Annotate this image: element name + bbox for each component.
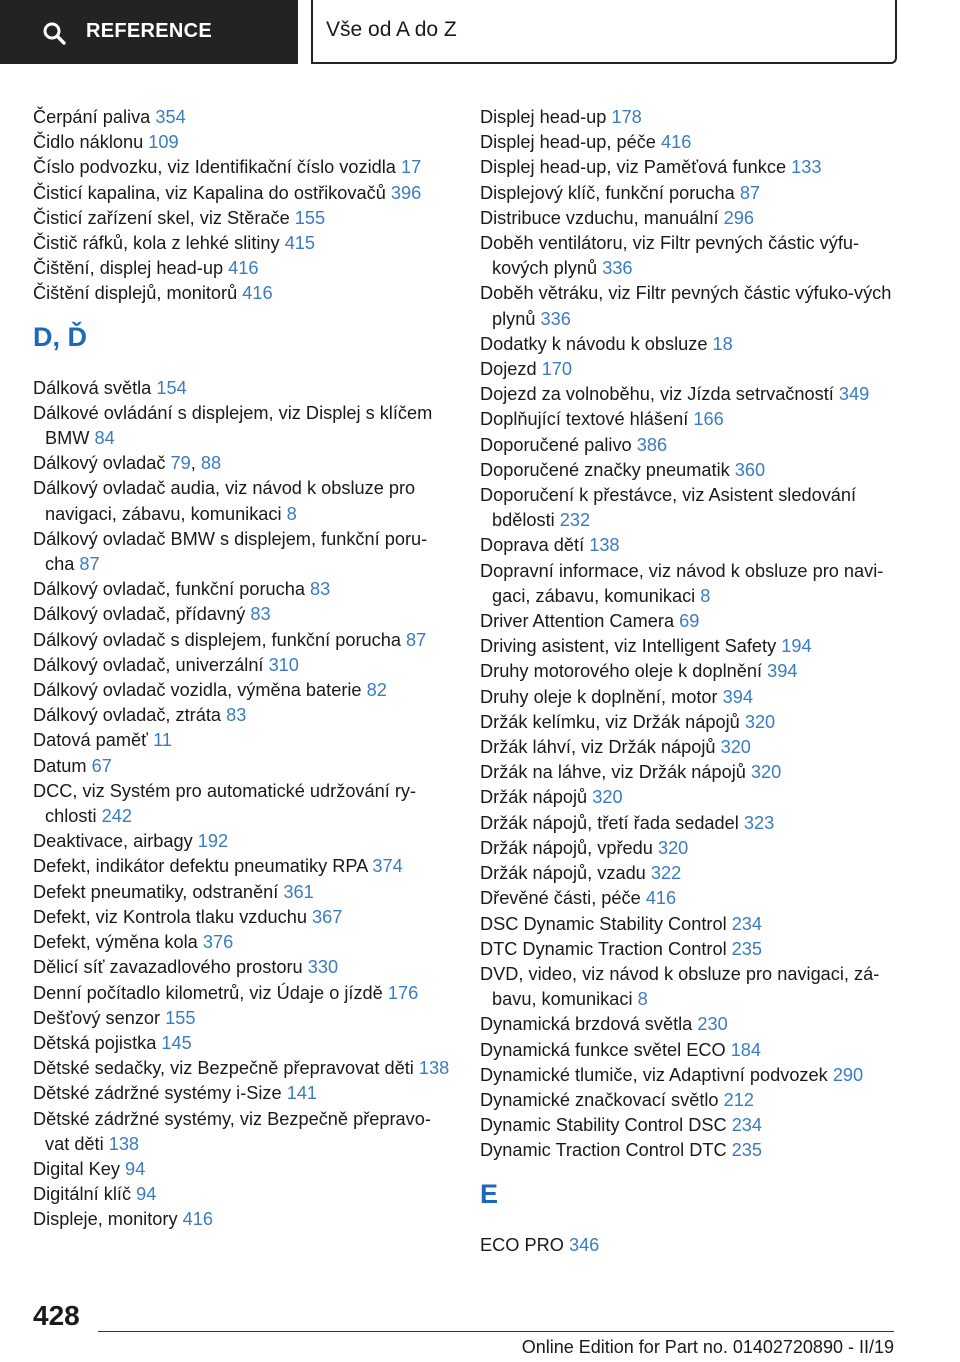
index-entry-text: Čerpání paliva [33,107,151,127]
index-letter-heading: E [480,1178,499,1209]
index-entry-text: Driver Attention Camera [480,611,675,632]
index-entry [33,401,453,451]
page-link[interactable]: 360 [734,459,766,480]
index-entry [480,181,900,206]
page-link[interactable]: 320 [750,762,782,783]
page-link[interactable]: 296 [723,207,754,228]
index-entry-text: Druhy oleje k doplnění, motor [480,686,718,707]
index-entry-text: Dynamická funkce světel ECO [480,1039,726,1060]
index-entry-text: DVD, video, viz návod k obsluze pro navigaci, zá‐bavu, komunikaci [480,963,880,1010]
page-link[interactable]: 88 [200,453,222,474]
index-entry [480,634,900,659]
page-link[interactable]: 83 [250,604,271,625]
section-title: Vše od A do Z [326,18,457,41]
page-link[interactable]: 322 [650,863,682,884]
page-link[interactable]: 87 [739,182,761,203]
page-link[interactable]: 194 [781,636,812,657]
page-link[interactable]: 184 [730,1039,762,1060]
index-entry-text: Doporučené značky pneumatik [480,459,730,480]
index-entry [480,1113,900,1138]
index-entry-text: Držák kelímku, viz Držák nápojů [480,711,740,732]
index-entry-text: Denní počítadlo kilometrů, viz Údaje o jízdě [33,982,383,1003]
section-tab[interactable] [311,0,897,64]
page-link[interactable]: 176 [387,982,419,1003]
index-entry-text: DCC, viz Systém pro automatické udržování ry‐chlosti [33,780,417,827]
index-entry-text: Druhy motorového oleje k doplnění [480,661,763,682]
index-entry-text: Dřevěné části, péče [480,888,641,909]
index-entry-text: Dětská pojistka [33,1032,157,1053]
page-link[interactable]: 133 [791,157,822,178]
index-entry [480,332,900,357]
page-link[interactable]: 8 [286,503,297,524]
index-entry [480,407,900,432]
index-entry [33,281,453,306]
page-link[interactable]: 416 [645,888,677,909]
page-link[interactable]: 87 [79,554,100,575]
index-entry-text: Doporučené palivo [480,434,632,455]
page-header [0,0,960,66]
page-link[interactable]: 336 [540,308,571,329]
index-entry-text: Dojezd za volnoběhu, viz Jízda setrvačností [480,384,834,405]
index-entry-text: Deaktivace, airbagy [33,831,193,852]
index-entry [33,577,453,602]
index-entry [480,281,900,331]
index-entry [480,811,900,836]
page-link[interactable]: 367 [312,906,343,927]
index-entry [480,710,900,735]
page-link[interactable]: 166 [693,409,724,430]
page-link[interactable]: 138 [589,535,620,556]
index-entry [33,476,453,526]
page-link[interactable]: 320 [744,711,776,732]
index-entry [33,1107,453,1157]
index-entry-text: Dálkový ovladač, přídavný [33,604,246,625]
index-column-right [480,105,900,1258]
page-link[interactable]: 138 [108,1133,140,1154]
index-entry [480,1012,900,1037]
index-entry-text: DTC Dynamic Traction Control [480,938,727,959]
index-entry-text: Dálkový ovladač, funkční porucha [33,579,305,600]
index-entry-text: Čištění displejů, monitorů [33,283,238,304]
index-entry-text: Dělicí síť zavazadlového prostoru [33,957,303,978]
index-entry-text: Dálkový ovladač [33,453,166,474]
page-link[interactable]: 94 [136,1184,157,1205]
index-entry-text: Defekt pneumatiky, odstranění [33,881,279,902]
index-entry-text: Držák nápojů, vpředu [480,837,653,858]
reference-label: REFERENCE [86,20,213,42]
edition-note: Online Edition for Part no. 01402720890 - II/19 [521,1337,894,1357]
page-link[interactable]: 416 [242,283,273,304]
index-entry [33,256,453,281]
reference-tab[interactable] [0,0,298,64]
index-entry-text: Dodatky k návodu k obsluze [480,333,708,354]
page-link[interactable]: 141 [286,1083,318,1104]
index-entry [33,130,453,155]
footer-divider [98,1331,894,1332]
index-entry [33,955,453,980]
index-entry [33,930,453,955]
page-link[interactable]: 8 [637,989,648,1010]
index-entry [33,905,453,930]
page-link[interactable]: 87 [406,629,427,650]
index-entry [480,609,900,634]
index-entry [33,703,453,728]
index-entry [480,912,900,937]
index-entry-text: Držák láhví, viz Držák nápojů [480,737,716,758]
page-link[interactable]: 17 [400,157,422,178]
page-link[interactable]: 145 [161,1032,192,1053]
index-entry [480,231,900,281]
page-link[interactable]: 170 [541,359,573,380]
index-entry [480,357,900,382]
page-link[interactable]: 79 [170,453,191,474]
index-entry-text: Dálkový ovladač BMW s displejem, funkční poru‐cha [33,528,428,575]
index-entry [33,728,453,753]
index-entry-text: Dešťový senzor [33,1007,161,1028]
index-entry-text: Dálkový ovladač vozidla, výměna baterie [33,680,362,701]
index-entry-text: Dynamické značkovací světlo [480,1089,719,1110]
page-link[interactable]: 83 [310,579,331,600]
page-link[interactable]: 212 [723,1089,754,1110]
index-entry [480,206,900,231]
index-entry-text: Dynamic Stability Control DSC [480,1115,727,1136]
page-link[interactable]: 310 [268,654,299,675]
index-entry-text: Dálkový ovladač, univerzální [33,654,264,675]
index-entry-text: Datová paměť [33,730,148,751]
index-entry [480,1038,900,1063]
index-entry-text: Distribuce vzduchu, manuální [480,207,719,228]
index-entry-text: Držák nápojů, třetí řada sedadel [480,812,739,833]
index-entry [480,1233,900,1258]
page-link[interactable]: 336 [602,258,633,279]
page-link[interactable]: 155 [165,1007,196,1028]
page-link[interactable]: 415 [284,233,316,254]
index-entry [480,559,900,609]
index-entry-text: Defekt, indikátor defektu pneumatiky RPA [33,856,368,877]
page-link[interactable]: 361 [283,881,314,902]
index-entry-text: Displeje, monitory [33,1209,178,1230]
page-link[interactable]: 155 [294,207,326,228]
index-entry-text: Dálkový ovladač s displejem, funkční porucha [33,629,401,650]
index-entry-text: Čisticí zařízení skel, viz Stěrače [33,207,290,228]
index-entry [480,382,900,407]
index-entry-text: ECO PRO [480,1234,564,1255]
index-entry-text: Číslo podvozku, viz Identifikační číslo vozidla [33,157,396,178]
index-entry-text: Doplňující textové hlášení [480,409,689,430]
index-entry [480,785,900,810]
index-entry [33,779,453,829]
page-link[interactable]: 67 [91,755,112,776]
index-entry-text: Dětské zádržné systémy i-Size [33,1083,282,1104]
index-entry [480,483,900,533]
page-link[interactable]: 386 [636,434,668,455]
page-footer [0,1290,960,1362]
page-link[interactable]: 154 [156,377,187,398]
index-entry-text: Displejový klíč, funkční porucha [480,182,735,203]
index-entry [480,962,900,1012]
index-entry [33,880,453,905]
page-link[interactable]: 376 [202,932,234,953]
page-link[interactable]: 320 [720,737,751,758]
index-entry [33,653,453,678]
index-entry [480,130,900,155]
index-entry-text: Dálkové ovládání s displejem, viz Displej s klíčem BMW [33,402,433,449]
page-link[interactable]: 235 [731,938,763,959]
index-entry-text: Displej head-up, viz Paměťová funkce [480,157,787,178]
page-link[interactable]: 394 [767,661,798,682]
page-link[interactable]: 394 [722,686,753,707]
index-entry [480,685,900,710]
page-link[interactable]: 192 [197,831,229,852]
index-entry [33,628,453,653]
index-entry-text: Čidlo náklonu [33,132,144,153]
index-entry-text: Dojezd [480,359,537,380]
index-entry-text: Dálková světla [33,377,152,398]
page-link[interactable]: 374 [372,856,403,877]
index-entry [33,527,453,577]
index-entry-text: Datum [33,755,87,776]
index-entry-text: Driving asistent, viz Intelligent Safety [480,636,777,657]
page-link[interactable]: 416 [228,258,259,279]
index-entry [480,659,900,684]
index-entry-text: Čisticí kapalina, viz Kapalina do ostřikovačů [33,182,386,203]
index-entry-text: Doporučení k přestávce, viz Asistent sledování bdělosti [480,485,857,531]
index-entry [33,155,453,180]
index-entry [33,678,453,703]
page-link[interactable]: 320 [657,837,689,858]
index-entry [480,1063,900,1088]
index-entry-text: Doprava dětí [480,535,585,556]
index-entry [33,1182,453,1207]
index-entry-text: Dálkový ovladač audia, viz návod k obsluze pro navigaci, zábavu, komunikaci [33,478,416,524]
index-entry [33,231,453,256]
page-link[interactable]: 354 [155,107,186,127]
index-entry-text: Defekt, viz Kontrola tlaku vzduchu [33,906,307,927]
page-link[interactable]: 84 [94,428,115,449]
index-entry [33,1056,453,1081]
index-entry [480,836,900,861]
index-entry [480,760,900,785]
index-entry-text: Dynamické tlumiče, viz Adaptivní podvozek [480,1064,828,1085]
search-icon [42,21,66,45]
index-entry [33,376,453,401]
page-link[interactable]: 109 [148,132,179,153]
index-entry-text: Defekt, výměna kola [33,932,198,953]
index-entry-text: Displej head-up [480,107,607,127]
index-entry-text: Držák nápojů, vzadu [480,863,646,884]
page-link[interactable]: 290 [832,1064,864,1085]
page-link[interactable]: 230 [697,1014,728,1035]
index-entry-text: Dopravní informace, viz návod k obsluze pro navi‐gaci, zábavu, komunikaci [480,560,884,606]
page-link[interactable]: 18 [712,333,733,354]
page-link[interactable]: 94 [125,1158,146,1179]
index-entry [33,981,453,1006]
index-entry [480,105,900,130]
index-entry [480,1138,900,1163]
index-entry [33,1081,453,1106]
page-link[interactable]: 323 [743,812,775,833]
index-entry [33,1157,453,1182]
index-entry-text: DSC Dynamic Stability Control [480,913,727,934]
index-entry-text: Doběh ventilátoru, viz Filtr pevných částic výfu‐kových plynů [480,233,860,279]
index-entry [33,602,453,627]
index-entry: Dálkový ovladač 79, 88 [33,453,222,474]
page-link[interactable]: 320 [592,787,623,808]
index-entry [33,181,453,206]
page-link[interactable]: 330 [307,957,339,978]
index-entry [33,1207,453,1232]
page-link[interactable]: 349 [838,384,870,405]
index-column-left [33,105,453,1233]
index-entry [33,754,453,779]
index-entry-text: Digital Key [33,1158,120,1179]
page-link[interactable]: 396 [390,182,422,203]
page-link[interactable]: 138 [418,1058,450,1079]
index-entry-text: Dynamic Traction Control DTC [480,1140,727,1161]
index-entry [480,155,900,180]
page-link[interactable]: 346 [568,1234,600,1255]
index-entry [480,1088,900,1113]
index-entry [480,861,900,886]
page-link[interactable]: 178 [611,107,642,127]
index-entry-text: Doběh větráku, viz Filtr pevných částic výfuko‐vých plynů [480,283,892,329]
index-entry [480,433,900,458]
index-entry-text: Dálkový ovladač, ztráta [33,705,222,726]
index-entry-text: Dynamická brzdová světla [480,1014,693,1035]
page-link[interactable]: 242 [101,806,132,827]
index-entry-text: Čistič ráfků, kola z lehké slitiny [33,233,280,254]
index-entry [33,1031,453,1056]
index-entry [33,829,453,854]
index-letter-heading: D, Ď [33,321,87,352]
index-entry [480,533,900,558]
page-number: 428 [33,1300,80,1331]
page-link[interactable]: 232 [559,510,591,531]
page-link[interactable]: 416 [182,1209,213,1230]
index-entry-text: Držák na láhve, viz Držák nápojů [480,762,746,783]
index-entry [480,458,900,483]
index-entry-text: Digitální klíč [33,1184,132,1205]
index-entry [33,105,453,130]
index-entry-text: Dětské sedačky, viz Bezpečně přepravovat děti [33,1058,414,1079]
page-link[interactable]: 416 [661,132,692,153]
page-link[interactable]: 234 [731,1115,763,1136]
page-link[interactable]: 83 [226,705,247,726]
index-entry-text: Displej head-up, péče [480,132,656,153]
index-entry [33,1006,453,1031]
index-entry [33,854,453,879]
index-entry-text: Držák nápojů [480,787,588,808]
page-link[interactable]: 69 [679,611,700,632]
index-entry-text: Čištění, displej head-up [33,258,224,279]
page-link[interactable]: 8 [700,585,711,606]
index-entry [480,937,900,962]
page-link[interactable]: 234 [731,913,763,934]
page-link[interactable]: 235 [731,1140,763,1161]
index-entry [33,206,453,231]
page-link[interactable]: 11 [153,730,172,751]
page-link[interactable]: 82 [366,680,387,701]
index-entry [480,735,900,760]
index-entry [480,886,900,911]
index-entry-text: Dětské zádržné systémy, viz Bezpečně přepravo‐vat děti [33,1108,431,1154]
